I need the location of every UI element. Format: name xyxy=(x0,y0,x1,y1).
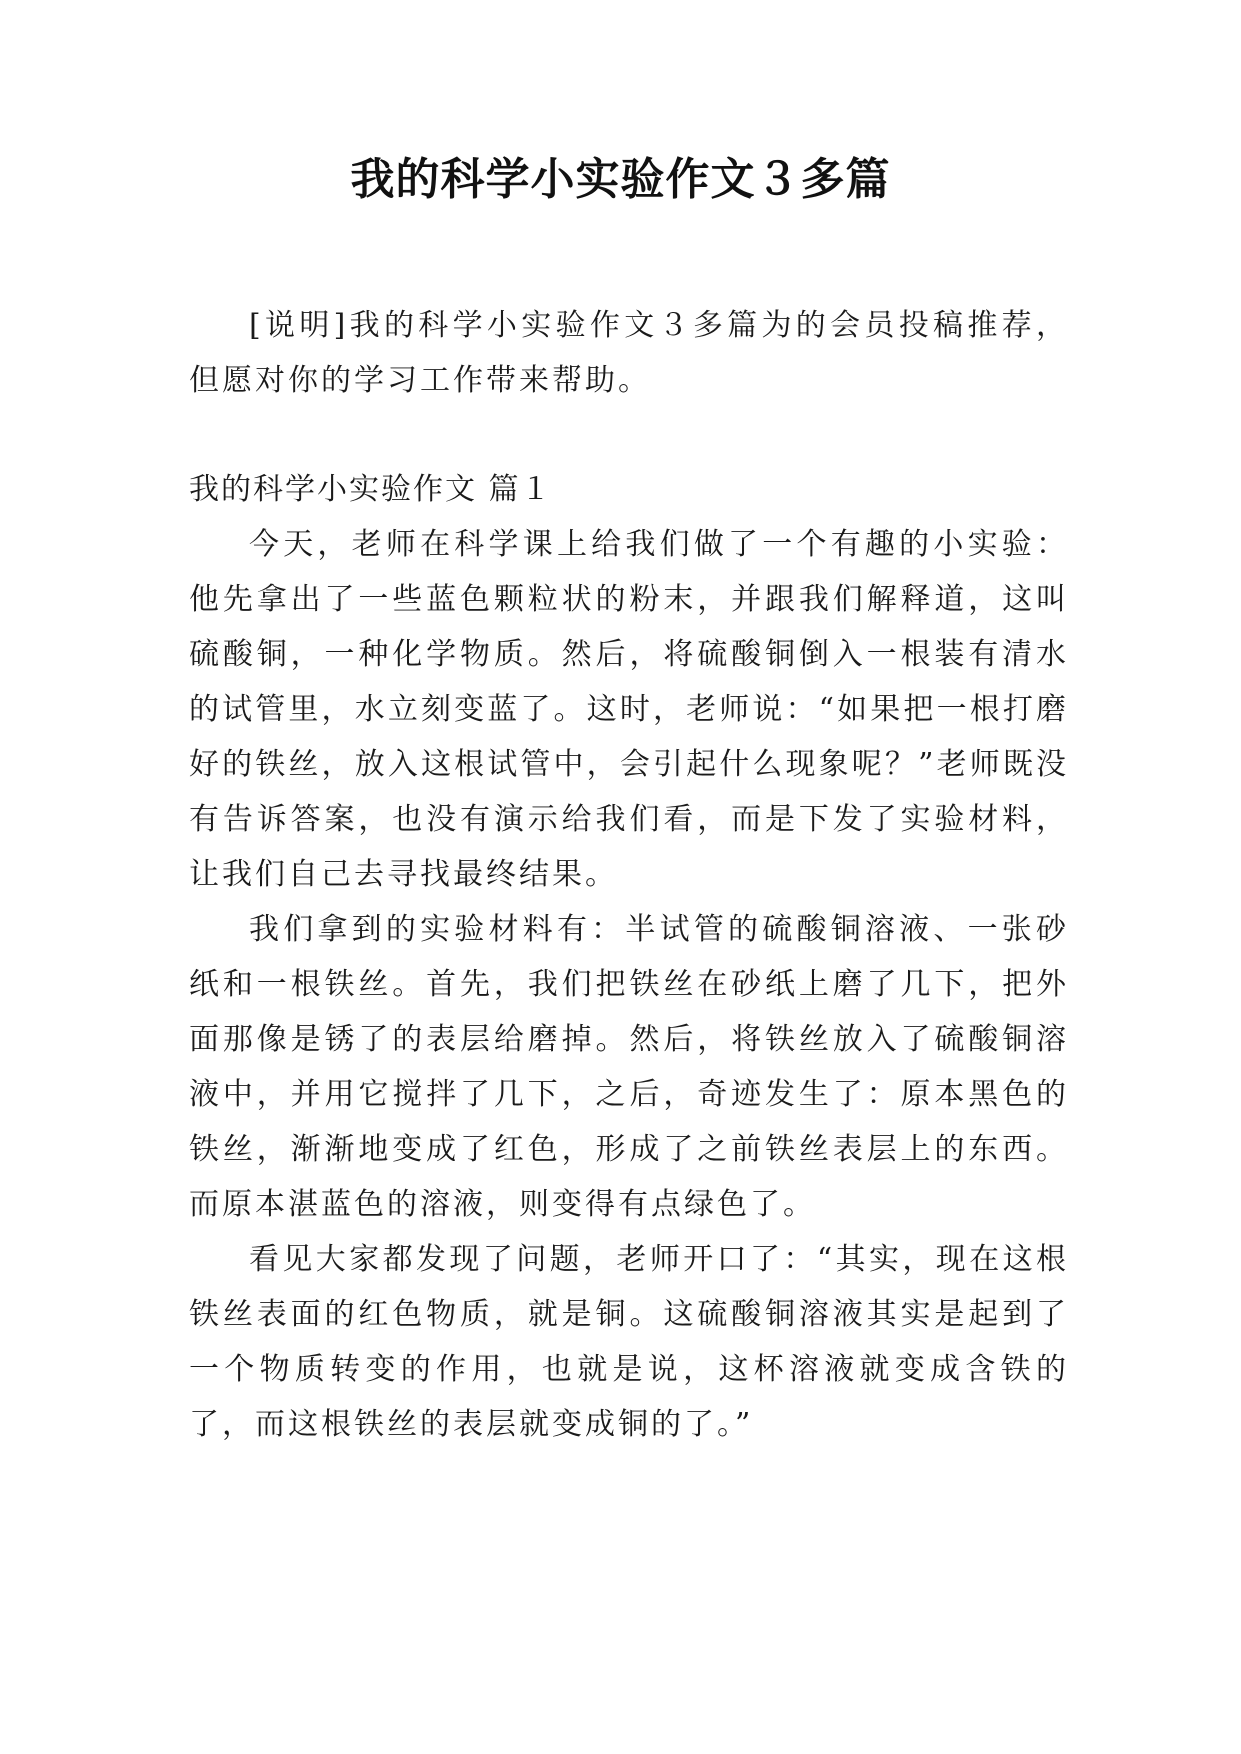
body-paragraph-1: 今天，老师在科学课上给我们做了一个有趣的小实验：他先拿出了一些蓝色颗粒状的粉末，并跟我们解释道，这叫硫酸铜，一种化学物质。然后，将硫酸铜倒入一根装有清水的试管里，水立刻变蓝了。这时，老师说：“如果把一根打磨好的铁丝，放入这根试管中，会引起什么现象呢？”老师既没有告诉答案，也没有演示给我们看，而是下发了实验材料，让我们自己去寻找最终结果。 xyxy=(189,527,1069,892)
body-paragraph-2: 我们拿到的实验材料有：半试管的硫酸铜溶液、一张砂纸和一根铁丝。首先，我们把铁丝在砂纸上磨了几下，把外面那像是锈了的表层给磨掉。然后，将铁丝放入了硫酸铜溶液中，并用它搅拌了几下，之后，奇迹发生了：原本黑色的铁丝，渐渐地变成了红色，形成了之前铁丝表层上的东西。而原本湛蓝色的溶液，则变得有点绿色了。 xyxy=(189,912,1069,1222)
document-title: 我的科学小实验作文３多篇 xyxy=(350,154,891,205)
essay-section-1 xyxy=(189,462,1069,1452)
section-heading: 我的科学小实验作文 篇１ xyxy=(189,472,553,507)
note-paragraph: [说明]我的科学小实验作文３多篇为的会员投稿推荐，但愿对你的学习工作带来帮助。 xyxy=(189,308,1069,398)
document-note xyxy=(189,298,1069,408)
body-paragraph-3: 看见大家都发现了问题，老师开口了：“其实，现在这根铁丝表面的红色物质，就是铜。这硫酸铜溶液其实是起到了一个物质转变的作用，也就是说，这杯溶液就变成含铁的了，而这根铁丝的表层就变成铜的了。” xyxy=(189,1242,1069,1442)
